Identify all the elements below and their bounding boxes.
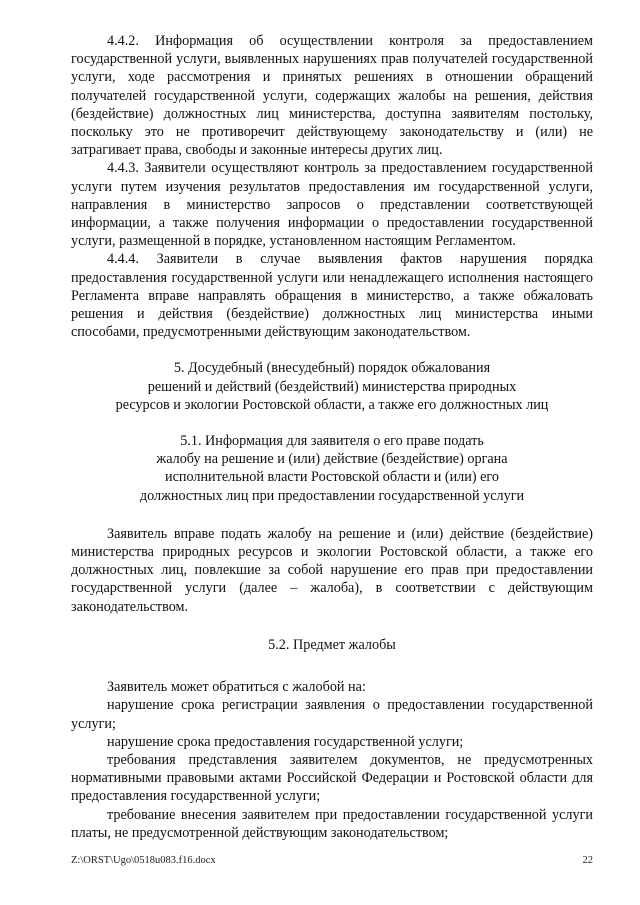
section-5-2-intro: Заявитель может обратиться с жалобой на: [107, 679, 366, 696]
complaint-item: требование внесения заявителем при предоставлении государственной услуги платы, не предусмотренной действующим законодательством; [71, 806, 593, 841]
section-5-2-heading: 5.2. Предмет жалобы [268, 636, 396, 653]
section-5-1-text: Заявитель вправе подать жалобу на решение и (или) действие (бездействие) министерства природных ресурсов и экологии Ростовской области, а также его должностных лиц, повлекшие за собой нарушение его прав при предоставлении государственной услуги (далее – жалоба), в соответствии с действующим законодательством. [71, 525, 593, 615]
complaint-item: нарушение срока регистрации заявления о предоставлении государственной услуги; [71, 697, 593, 732]
spacer [71, 341, 593, 359]
section-5-heading-line: решений и действий (бездействий) министерства природных [147, 378, 517, 395]
section-5-heading [71, 359, 593, 414]
section-5-1-heading-line: должностных лиц при предоставлении государственной услуги [139, 487, 525, 504]
spacer [71, 414, 593, 432]
document-page [71, 32, 593, 842]
spacer [71, 505, 593, 525]
complaint-item: требования представления заявителем документов, не предусмотренных нормативными правовыми актами Российской Федерации и Ростовской области для предоставления государственной услуги; [71, 751, 593, 805]
paragraph-4-4-3: 4.4.3. Заявители осуществляют контроль за предоставлением государственной услуги путем изучения результатов предоставления им государственной услуги, направления в министерство запросов о представлении соответствующей информации, а также получения информации о предоставлении государственной услуги, размещенной в порядке, установленном настоящим Регламентом. [71, 160, 593, 250]
file-path: Z:\ORST\Ugo\0518u083.f16.docx [71, 855, 216, 866]
spacer [71, 654, 593, 678]
paragraph-4-4-2: 4.4.2. Информация об осуществлении контроля за предоставлением государственной услуги, выявленных нарушениях прав получателей государственной услуги, ходе рассмотрения и принятых решениях в отношении обращений получателей государственной услуги, содержащих жалобы на решения, действия (бездействие) должностных лиц министерства, доступна заявителям постольку, поскольку это не противоречит действующему законодательству и (или) не затрагивает права, свободы и законные интересы других лиц. [71, 33, 593, 159]
section-5-1-heading-line: 5.1. Информация для заявителя о его праве подать [180, 433, 484, 450]
section-5-heading-line: 5. Досудебный (внесудебный) порядок обжалования [173, 360, 491, 377]
section-5-1-heading [71, 432, 593, 505]
complaint-item: нарушение срока предоставления государственной услуги; [107, 733, 464, 750]
page-number: 22 [582, 855, 593, 866]
paragraph-4-4-4: 4.4.4. Заявители в случае выявления фактов нарушения порядка предоставления государственной услуги или ненадлежащего исполнения настоящего Регламента вправе направлять обращения в министерство, а также обжаловать решения и действия (бездействие) должностных лиц министерства иными способами, предусмотренными действующим законодательством. [71, 251, 593, 341]
section-5-1-heading-line: исполнительной власти Ростовской области и (или) его [165, 469, 499, 486]
section-5-1-heading-line: жалобу на решение и (или) действие (бездействие) органа [156, 451, 508, 468]
spacer [71, 616, 593, 636]
section-5-heading-line: ресурсов и экологии Ростовской области, а также его должностных лиц [115, 396, 549, 413]
